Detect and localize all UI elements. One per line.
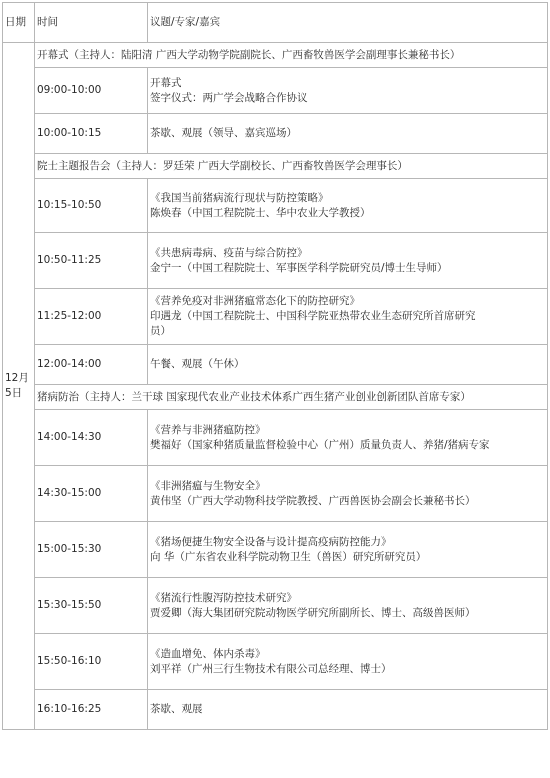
time-cell: 10:00-10:15	[35, 114, 148, 154]
topic-cell	[148, 578, 548, 634]
header-row	[3, 3, 548, 43]
header-date: 日期	[3, 3, 35, 43]
topic-line: 印遇龙（中国工程院院士、中国科学院亚热带农业生态研究所首席研究	[150, 310, 476, 322]
topic-line: 茶歇、观展（领导、嘉宾巡场）	[150, 127, 297, 139]
section-row-disease	[3, 385, 548, 410]
section-title: 猪病防治（主持人：兰干球 国家现代农业产业技术体系广西生猪产业创业创新团队首席专家）	[35, 385, 548, 410]
table-row	[3, 578, 548, 634]
topic-line: 黄伟坚（广西大学动物科技学院教授、广西兽医协会副会长兼秘书长）	[150, 494, 476, 507]
section-row-opening	[3, 43, 548, 68]
topic-cell	[148, 179, 548, 233]
topic-cell	[148, 233, 548, 289]
topic-line: 向 华（广东省农业科学院动物卫生（兽医）研究所研究员）	[150, 550, 427, 563]
table-row	[3, 289, 548, 345]
topic-cell	[148, 466, 548, 522]
time-cell: 11:25-12:00	[35, 289, 148, 345]
topic-line: 《共患病毒病、疫苗与综合防控》	[150, 246, 308, 259]
topic-line: 员）	[150, 325, 171, 337]
table-row	[3, 233, 548, 289]
time-cell: 14:00-14:30	[35, 410, 148, 466]
time-cell: 10:15-10:50	[35, 179, 148, 233]
table-row	[3, 179, 548, 233]
table-row	[3, 634, 548, 690]
table-row	[3, 522, 548, 578]
topic-line: 签字仪式：两广学会战略合作协议	[150, 91, 308, 104]
section-title: 开幕式（主持人：陆阳清 广西大学动物学院副院长、广西畜牧兽医学会副理事长兼秘书长）	[35, 43, 548, 68]
agenda-table	[2, 2, 548, 730]
topic-line: 陈焕春（中国工程院院士、华中农业大学教授）	[150, 206, 371, 219]
topic-line: 《营养免疫对非洲猪瘟常态化下的防控研究》	[150, 295, 360, 307]
topic-line: 午餐、观展（午休）	[150, 358, 245, 370]
topic-line: 樊福好（国家种猪质量监督检验中心（广州）质量负责人、养猪/猪病专家	[150, 438, 490, 451]
table-row	[3, 690, 548, 730]
time-cell: 09:00-10:00	[35, 68, 148, 114]
time-cell: 14:30-15:00	[35, 466, 148, 522]
date-cell	[3, 43, 35, 730]
header-time: 时间	[35, 3, 148, 43]
topic-line: 《猪场便捷生物安全设备与设计提高疫病防控能力》	[150, 535, 392, 548]
time-cell: 16:10-16:25	[35, 690, 148, 730]
topic-cell	[148, 634, 548, 690]
topic-cell	[148, 690, 548, 730]
table-row	[3, 466, 548, 522]
topic-cell	[148, 68, 548, 114]
topic-cell	[148, 114, 548, 154]
time-cell: 15:50-16:10	[35, 634, 148, 690]
topic-line: 《猪流行性腹泻防控技术研究》	[150, 591, 297, 604]
time-cell: 12:00-14:00	[35, 345, 148, 385]
topic-line: 金宁一（中国工程院院士、军事医学科学院研究员/博士生导师）	[150, 261, 448, 274]
table-row	[3, 114, 548, 154]
topic-line: 《造血增免、体内杀毒》	[150, 647, 266, 660]
topic-line: 《营养与非洲猪瘟防控》	[150, 423, 266, 436]
table-row	[3, 68, 548, 114]
date-month: 12月	[5, 372, 29, 384]
topic-line: 开幕式	[150, 76, 182, 89]
table-row	[3, 345, 548, 385]
table-row	[3, 410, 548, 466]
header-topic: 议题/专家/嘉宾	[148, 3, 548, 43]
date-day: 5日	[5, 387, 23, 399]
topic-cell	[148, 289, 548, 345]
time-cell: 10:50-11:25	[35, 233, 148, 289]
topic-line: 《我国当前猪病流行现状与防控策略》	[150, 191, 329, 204]
time-cell: 15:00-15:30	[35, 522, 148, 578]
topic-line: 贾爱卿（海大集团研究院动物医学研究所副所长、博士、高级兽医师）	[150, 606, 476, 619]
section-row-keynote	[3, 154, 548, 179]
topic-cell	[148, 345, 548, 385]
topic-cell	[148, 410, 548, 466]
topic-line: 刘平祥（广州三行生物技术有限公司总经理、博士）	[150, 662, 392, 675]
topic-line: 茶歇、观展	[150, 703, 203, 715]
time-cell: 15:30-15:50	[35, 578, 148, 634]
topic-cell	[148, 522, 548, 578]
topic-line: 《非洲猪瘟与生物安全》	[150, 479, 266, 492]
section-title: 院士主题报告会（主持人：罗廷荣 广西大学副校长、广西畜牧兽医学会理事长）	[35, 154, 548, 179]
